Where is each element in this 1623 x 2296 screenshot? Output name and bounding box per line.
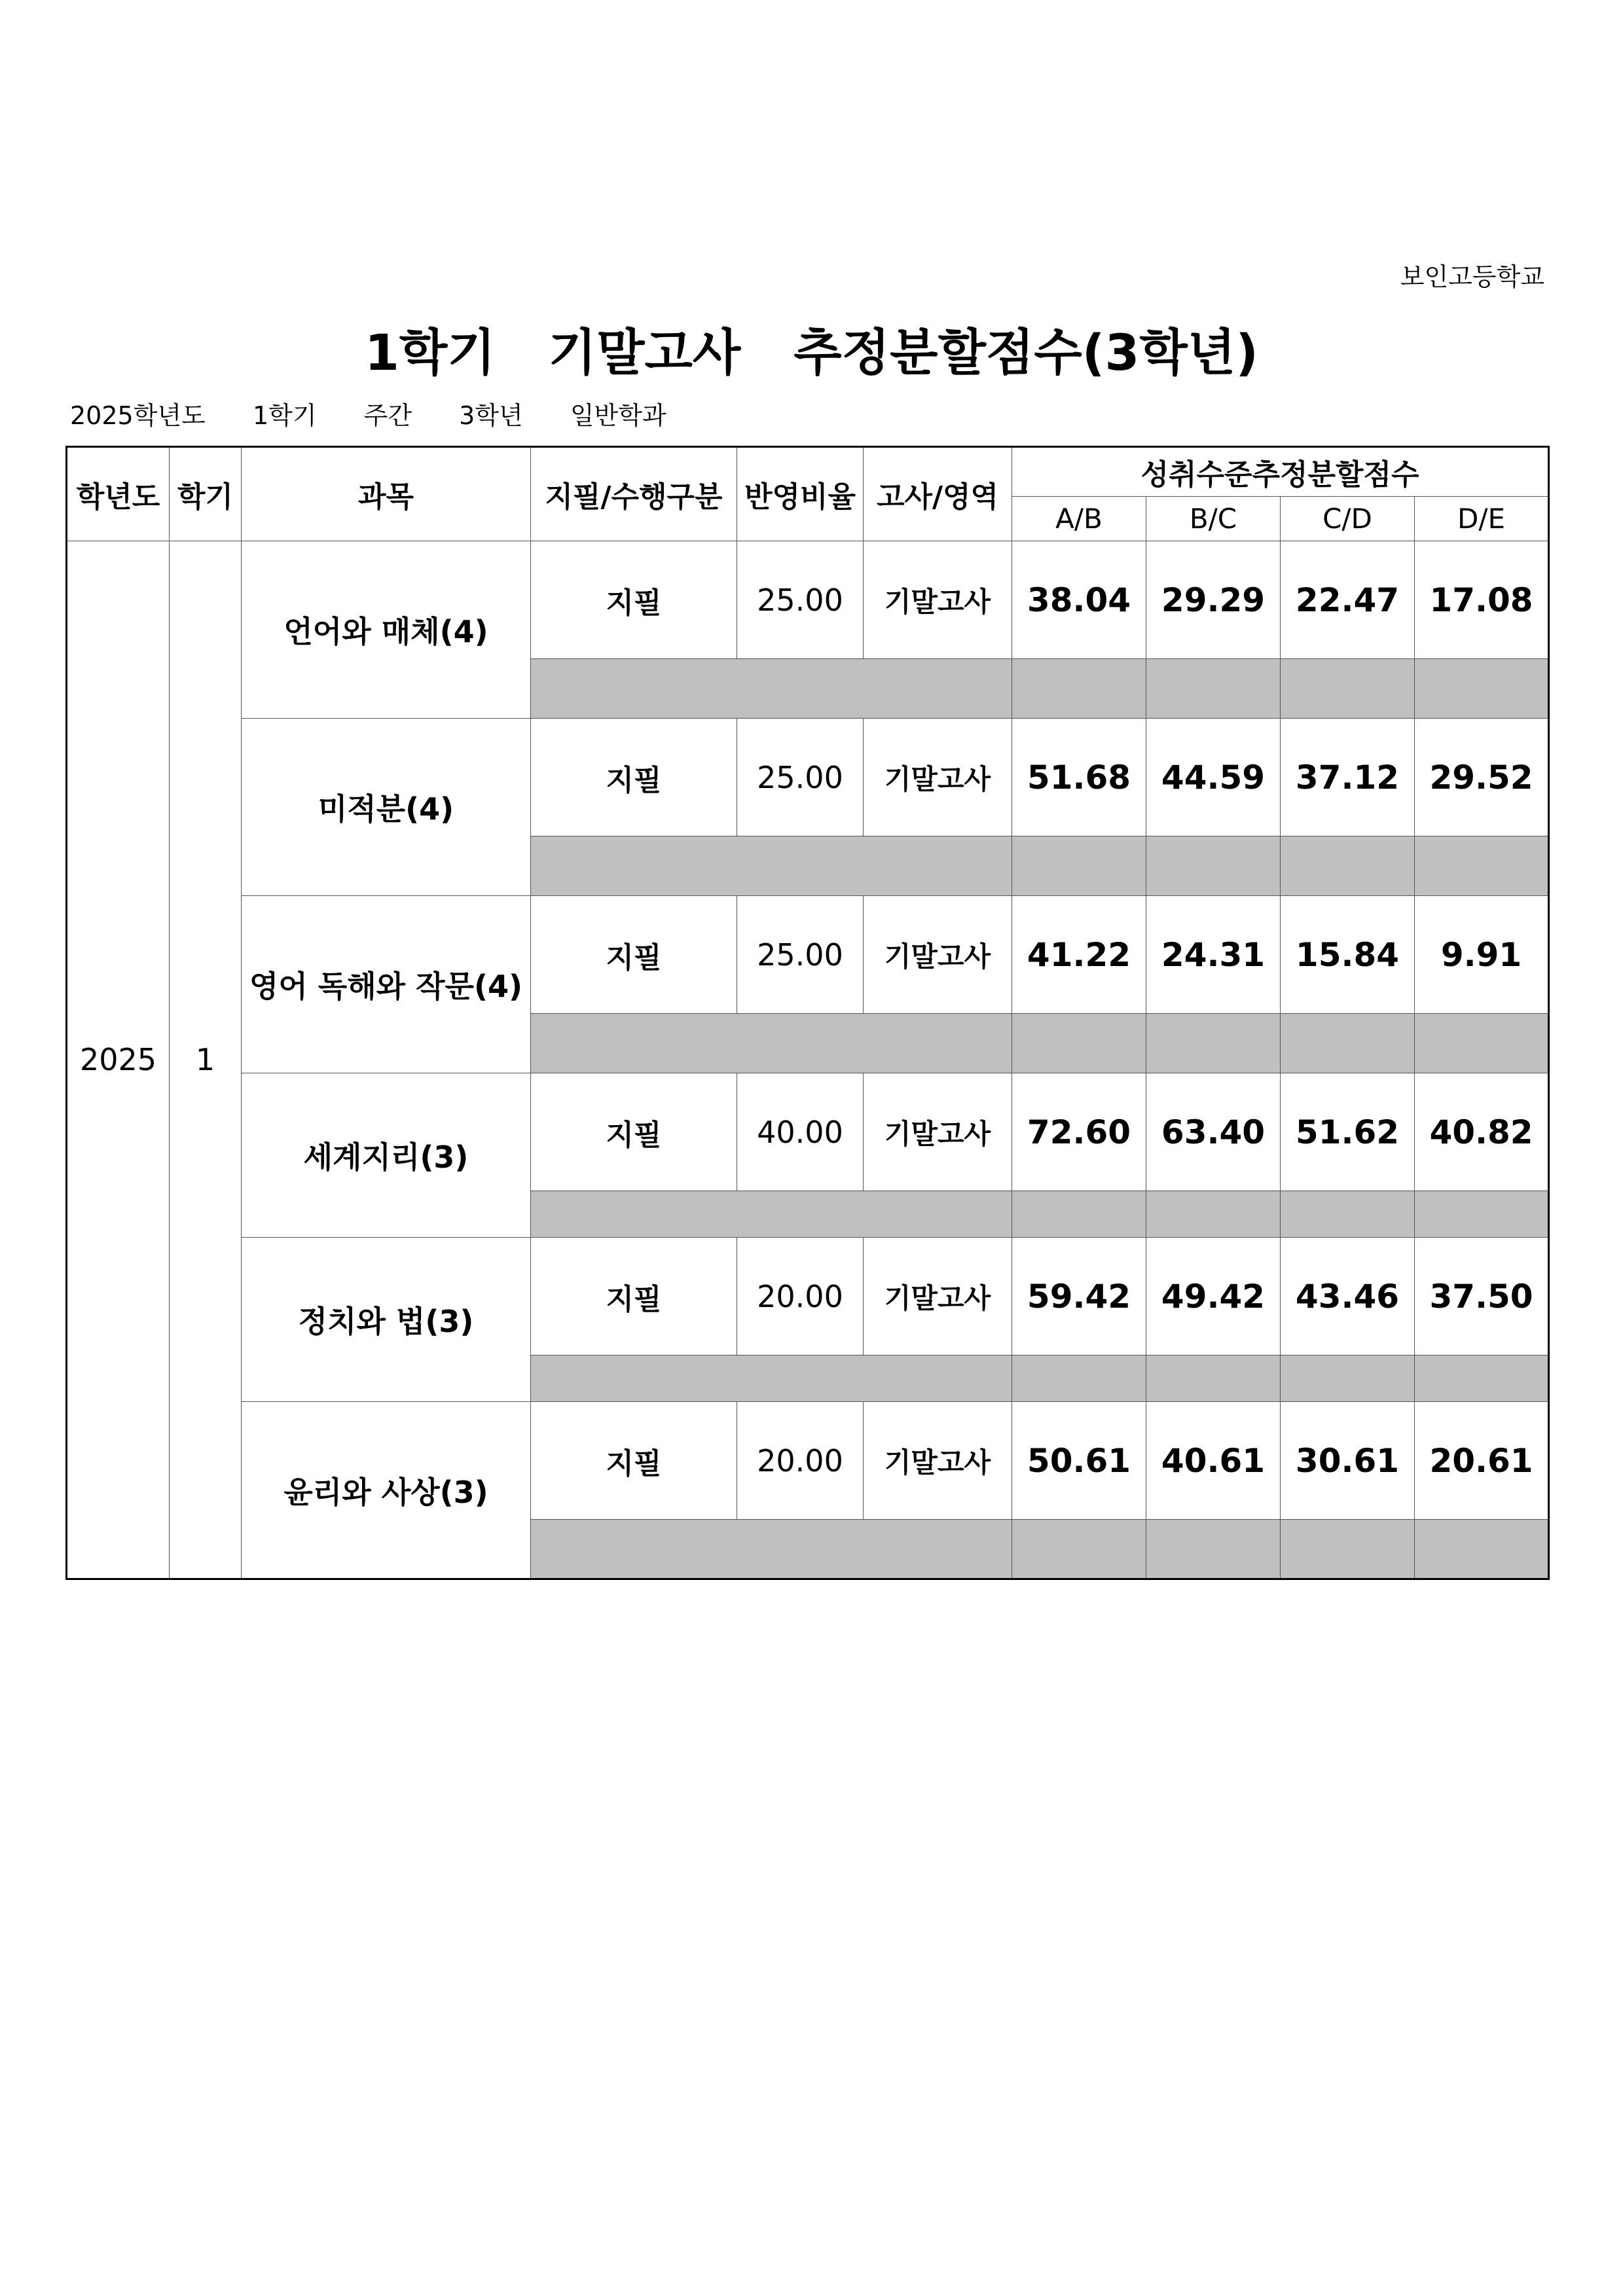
page-title: 1학기 기말고사 추정분할점수(3학년): [365, 323, 1258, 382]
score-ab-cell: 50.61: [1012, 1402, 1146, 1520]
ratio-cell: 25.00: [737, 541, 864, 659]
shaded-cell: [1281, 1191, 1415, 1238]
shaded-cell: [1012, 1520, 1146, 1579]
score-ab-cell: 72.60: [1012, 1073, 1146, 1191]
subject-cell: 영어 독해와 작문(4): [242, 896, 531, 1073]
type-cell: 지필: [531, 1402, 737, 1520]
shaded-cell: [1012, 659, 1146, 719]
shaded-cell: [1146, 1191, 1281, 1238]
shaded-cell: [1146, 1355, 1281, 1402]
table-row: [67, 1238, 1549, 1355]
type-cell: 지필: [531, 1238, 737, 1355]
exam-cell: 기말고사: [864, 541, 1012, 659]
score-cd-cell: 51.62: [1281, 1073, 1415, 1191]
subtitle-year: 2025학년도: [70, 401, 206, 430]
score-de-cell: 17.08: [1415, 541, 1549, 659]
shaded-cell: [1415, 1355, 1549, 1402]
subtitle-semester: 1학기: [252, 401, 317, 430]
shaded-cell: [1281, 659, 1415, 719]
header-cutoff-group: 성취수준추정분할점수: [1012, 447, 1549, 497]
type-cell: 지필: [531, 719, 737, 836]
score-de-cell: 40.82: [1415, 1073, 1549, 1191]
score-cd-cell: 30.61: [1281, 1402, 1415, 1520]
header-ratio: 반영비율: [737, 447, 864, 541]
ratio-cell: 20.00: [737, 1402, 864, 1520]
shaded-cell: [531, 1355, 1012, 1402]
score-bc-cell: 24.31: [1146, 896, 1281, 1014]
shaded-cell: [531, 1191, 1012, 1238]
type-cell: 지필: [531, 896, 737, 1014]
score-cd-cell: 37.12: [1281, 719, 1415, 836]
ratio-cell: 25.00: [737, 896, 864, 1014]
shaded-cell: [1146, 659, 1281, 719]
ratio-cell: 20.00: [737, 1238, 864, 1355]
subtitle-session: 주간: [363, 401, 412, 430]
subtitle-grade: 3학년: [459, 401, 523, 430]
score-de-cell: 29.52: [1415, 719, 1549, 836]
header-year: 학년도: [67, 447, 170, 541]
score-de-cell: 9.91: [1415, 896, 1549, 1014]
header-cutoff-ab: A/B: [1012, 497, 1146, 541]
shaded-cell: [1146, 836, 1281, 896]
shaded-cell: [1012, 1191, 1146, 1238]
shaded-cell: [1415, 1191, 1549, 1238]
score-bc-cell: 49.42: [1146, 1238, 1281, 1355]
subject-cell: 세계지리(3): [242, 1073, 531, 1238]
exam-cell: 기말고사: [864, 1402, 1012, 1520]
header-cutoff-bc: B/C: [1146, 497, 1281, 541]
shaded-cell: [1415, 1520, 1549, 1579]
type-cell: 지필: [531, 1073, 737, 1191]
shaded-cell: [1281, 836, 1415, 896]
header-subject: 과목: [242, 447, 531, 541]
header-cutoff-cd: C/D: [1281, 497, 1415, 541]
header-type: 지필/수행구분: [531, 447, 737, 541]
exam-cell: 기말고사: [864, 1073, 1012, 1191]
subject-cell: 미적분(4): [242, 719, 531, 896]
subject-cell: 정치와 법(3): [242, 1238, 531, 1402]
shaded-cell: [1012, 1355, 1146, 1402]
shaded-cell: [531, 1014, 1012, 1073]
shaded-cell: [1415, 1014, 1549, 1073]
shaded-cell: [531, 836, 1012, 896]
shaded-cell: [1281, 1014, 1415, 1073]
cutoff-score-table: [65, 446, 1550, 1580]
subtitle-department: 일반학과: [570, 401, 666, 430]
shaded-cell: [531, 1520, 1012, 1579]
school-name: 보인고등학교: [1400, 262, 1544, 291]
score-bc-cell: 63.40: [1146, 1073, 1281, 1191]
shaded-cell: [1415, 836, 1549, 896]
header-exam: 고사/영역: [864, 447, 1012, 541]
table-row: [67, 719, 1549, 836]
score-de-cell: 37.50: [1415, 1238, 1549, 1355]
shaded-cell: [1146, 1014, 1281, 1073]
type-cell: 지필: [531, 541, 737, 659]
score-bc-cell: 29.29: [1146, 541, 1281, 659]
table-row: [67, 541, 1549, 659]
score-bc-cell: 44.59: [1146, 719, 1281, 836]
score-ab-cell: 59.42: [1012, 1238, 1146, 1355]
score-ab-cell: 38.04: [1012, 541, 1146, 659]
exam-cell: 기말고사: [864, 1238, 1012, 1355]
score-de-cell: 20.61: [1415, 1402, 1549, 1520]
semester-cell: 1: [170, 541, 242, 1579]
table-row: [67, 1402, 1549, 1520]
score-ab-cell: 51.68: [1012, 719, 1146, 836]
subject-cell: 언어와 매체(4): [242, 541, 531, 719]
document-subtitle: [70, 395, 706, 431]
shaded-cell: [531, 659, 1012, 719]
score-bc-cell: 40.61: [1146, 1402, 1281, 1520]
header-semester: 학기: [170, 447, 242, 541]
shaded-cell: [1012, 836, 1146, 896]
year-cell: 2025: [67, 541, 170, 1579]
shaded-cell: [1146, 1520, 1281, 1579]
exam-cell: 기말고사: [864, 719, 1012, 836]
exam-cell: 기말고사: [864, 896, 1012, 1014]
shaded-cell: [1281, 1355, 1415, 1402]
header-cutoff-de: D/E: [1415, 497, 1549, 541]
table-row: [67, 1073, 1549, 1191]
shaded-cell: [1012, 1014, 1146, 1073]
score-ab-cell: 41.22: [1012, 896, 1146, 1014]
score-cd-cell: 43.46: [1281, 1238, 1415, 1355]
ratio-cell: 25.00: [737, 719, 864, 836]
score-cd-cell: 22.47: [1281, 541, 1415, 659]
table-row: [67, 896, 1549, 1014]
shaded-cell: [1281, 1520, 1415, 1579]
ratio-cell: 40.00: [737, 1073, 864, 1191]
shaded-cell: [1415, 659, 1549, 719]
subject-cell: 윤리와 사상(3): [242, 1402, 531, 1579]
score-cd-cell: 15.84: [1281, 896, 1415, 1014]
